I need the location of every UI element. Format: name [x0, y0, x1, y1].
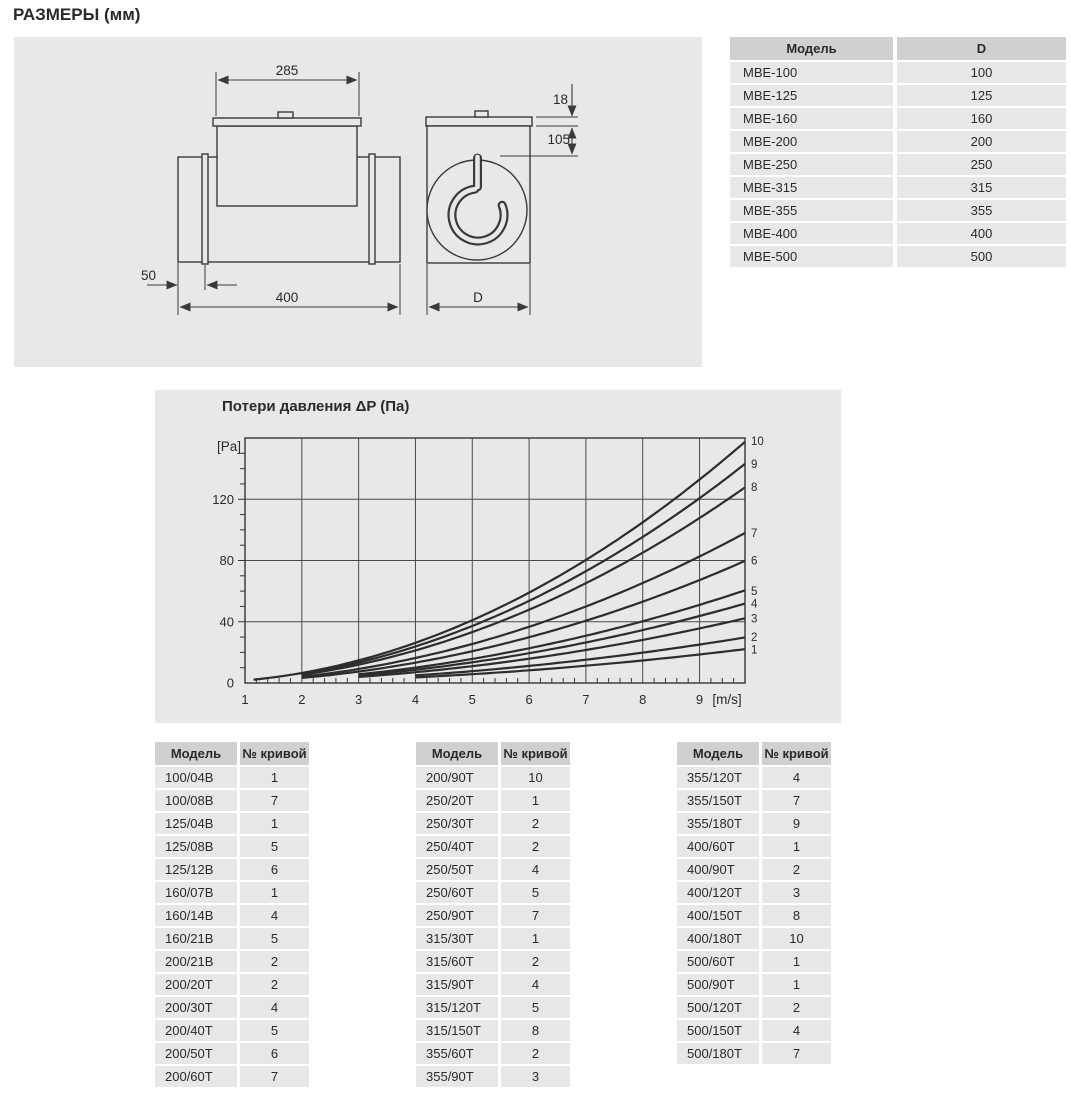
model-cell: 200/40T — [155, 1020, 237, 1041]
model-cell: 100/04B — [155, 767, 237, 788]
x-tick-label: 2 — [298, 692, 306, 707]
dim-length — [178, 264, 400, 315]
side-view — [178, 112, 400, 264]
table-row — [677, 951, 831, 972]
model-cell: 315/30T — [416, 928, 498, 949]
value-cell: 2 — [240, 951, 309, 972]
value-cell: 7 — [762, 1043, 831, 1064]
column-header: № кривой — [501, 742, 570, 765]
value-cell: 200 — [897, 131, 1066, 152]
table-header-row — [730, 37, 1066, 60]
table-row — [730, 246, 1066, 267]
table-row — [730, 177, 1066, 198]
dim-box-width — [216, 63, 359, 116]
value-cell: 2 — [240, 974, 309, 995]
table-row — [677, 767, 831, 788]
curve-number-label: 9 — [751, 459, 758, 472]
table-row — [155, 997, 309, 1018]
table-row — [730, 85, 1066, 106]
technical-drawing — [14, 37, 702, 367]
table-row — [155, 928, 309, 949]
value-cell: 7 — [240, 790, 309, 811]
curve-number-label: 4 — [751, 598, 758, 611]
front-view — [426, 111, 532, 263]
table-row — [416, 1043, 570, 1064]
value-cell: 10 — [501, 767, 570, 788]
value-cell: 5 — [501, 882, 570, 903]
table-row — [155, 859, 309, 880]
table-row — [730, 154, 1066, 175]
value-cell: 1 — [501, 790, 570, 811]
table-row — [155, 1020, 309, 1041]
dim-flange-offset — [141, 263, 237, 290]
value-cell: 8 — [501, 1020, 570, 1041]
model-cell: 355/150T — [677, 790, 759, 811]
model-cell: 160/14B — [155, 905, 237, 926]
value-cell: 100 — [897, 62, 1066, 83]
model-cell: 500/60T — [677, 951, 759, 972]
table-row — [730, 131, 1066, 152]
model-cell: 200/50T — [155, 1043, 237, 1064]
model-cell: 200/60T — [155, 1066, 237, 1087]
table-row — [155, 951, 309, 972]
table-row — [677, 997, 831, 1018]
dim-label-D: D — [473, 290, 483, 305]
table-row — [730, 200, 1066, 221]
table-header-row — [155, 742, 309, 765]
model-cell: 200/90T — [416, 767, 498, 788]
table-row — [416, 1066, 570, 1087]
table-row — [416, 928, 570, 949]
model-cell: MBE-400 — [730, 223, 893, 244]
table-row — [155, 882, 309, 903]
table-row — [677, 790, 831, 811]
dim-label-400: 400 — [275, 290, 299, 305]
value-cell: 4 — [240, 905, 309, 926]
column-header: Модель — [730, 37, 893, 60]
value-cell: 6 — [240, 859, 309, 880]
dim-label-18: 18 — [552, 92, 568, 107]
table-row — [677, 974, 831, 995]
value-cell: 250 — [897, 154, 1066, 175]
pressure-curve-4 — [359, 604, 745, 676]
y-tick-label: 40 — [219, 614, 234, 630]
x-tick-label: 5 — [468, 692, 476, 707]
value-cell: 1 — [762, 951, 831, 972]
value-cell: 2 — [501, 951, 570, 972]
model-cell: 400/180T — [677, 928, 759, 949]
table-row — [416, 813, 570, 834]
value-cell: 5 — [501, 997, 570, 1018]
dimension-table — [730, 37, 1066, 267]
model-cell: 315/150T — [416, 1020, 498, 1041]
table-row — [155, 974, 309, 995]
value-cell: 7 — [762, 790, 831, 811]
model-cell: 400/90T — [677, 859, 759, 880]
model-cell: 400/60T — [677, 836, 759, 857]
dim-label-285: 285 — [275, 63, 299, 78]
table-row — [416, 1020, 570, 1041]
table-row — [416, 790, 570, 811]
value-cell: 4 — [501, 974, 570, 995]
table-row — [677, 1020, 831, 1041]
pressure-loss-panel — [155, 390, 841, 723]
table-row — [416, 767, 570, 788]
column-header: № кривой — [240, 742, 309, 765]
model-cell: 315/90T — [416, 974, 498, 995]
y-axis-unit: [Pa] — [216, 439, 241, 454]
lid-nub — [278, 112, 293, 118]
column-header: Модель — [416, 742, 498, 765]
x-tick-label: 4 — [411, 692, 420, 707]
y-tick-label: 80 — [219, 553, 234, 568]
model-cell: 200/21B — [155, 951, 237, 972]
value-cell: 1 — [501, 928, 570, 949]
table-row — [677, 882, 831, 903]
value-cell: 315 — [897, 177, 1066, 198]
value-cell: 4 — [762, 1020, 831, 1041]
x-tick-label: 3 — [355, 692, 363, 707]
value-cell: 1 — [240, 767, 309, 788]
value-cell: 1 — [240, 882, 309, 903]
table-row — [677, 905, 831, 926]
table-row — [730, 62, 1066, 83]
dimensions-drawing-panel — [14, 37, 702, 367]
model-cell: 400/150T — [677, 905, 759, 926]
table-row — [155, 1066, 309, 1087]
table-row — [416, 836, 570, 857]
model-cell: 400/120T — [677, 882, 759, 903]
x-tick-label: 9 — [695, 692, 704, 707]
x-tick-label: 1 — [241, 692, 249, 707]
column-header: Модель — [677, 742, 759, 765]
dim-label-105: 105 — [547, 132, 570, 147]
model-cell: 500/120T — [677, 997, 759, 1018]
y-tick-label: 0 — [226, 675, 234, 691]
table-row — [416, 882, 570, 903]
value-cell: 7 — [240, 1066, 309, 1087]
x-tick-label: 7 — [582, 692, 590, 707]
table-row — [155, 1043, 309, 1064]
table-row — [677, 859, 831, 880]
value-cell: 4 — [762, 767, 831, 788]
model-cell: 200/20T — [155, 974, 237, 995]
dim-label-50: 50 — [140, 268, 156, 283]
model-cell: 500/180T — [677, 1043, 759, 1064]
model-cell: 100/08B — [155, 790, 237, 811]
value-cell: 4 — [501, 859, 570, 880]
model-cell: 355/90T — [416, 1066, 498, 1087]
value-cell: 4 — [240, 997, 309, 1018]
x-tick-label: 8 — [639, 692, 647, 707]
table-row — [416, 951, 570, 972]
table-row — [416, 859, 570, 880]
model-cell: MBE-125 — [730, 85, 893, 106]
table-row — [155, 790, 309, 811]
value-cell: 5 — [240, 928, 309, 949]
value-cell: 5 — [240, 1020, 309, 1041]
table-row — [155, 767, 309, 788]
value-cell: 6 — [240, 1043, 309, 1064]
flange-right — [369, 154, 375, 264]
model-cell: 250/90T — [416, 905, 498, 926]
front-lid-nub — [475, 111, 488, 117]
chart-title: Потери давления ΔP (Па) — [222, 398, 410, 415]
table-row — [677, 836, 831, 857]
value-cell: 1 — [240, 813, 309, 834]
model-cell: 125/08B — [155, 836, 237, 857]
column-header: Модель — [155, 742, 237, 765]
table-header-row — [677, 742, 831, 765]
box-lid — [213, 118, 361, 126]
model-cell: 160/07B — [155, 882, 237, 903]
value-cell: 2 — [501, 836, 570, 857]
value-cell: 125 — [897, 85, 1066, 106]
value-cell: 1 — [762, 836, 831, 857]
table-row — [730, 223, 1066, 244]
value-cell: 2 — [762, 859, 831, 880]
table-row — [155, 905, 309, 926]
value-cell: 355 — [897, 200, 1066, 221]
value-cell: 7 — [501, 905, 570, 926]
curve-number-label: 2 — [751, 632, 758, 645]
column-header: D — [897, 37, 1066, 60]
x-axis-unit: [m/s] — [712, 692, 742, 707]
curve-table-2 — [416, 742, 570, 1087]
model-cell: MBE-100 — [730, 62, 893, 83]
dim-diameter — [427, 264, 530, 315]
terminal-box — [217, 126, 357, 206]
table-row — [416, 974, 570, 995]
value-cell: 9 — [762, 813, 831, 834]
table-row — [155, 813, 309, 834]
table-row — [416, 997, 570, 1018]
table-row — [730, 108, 1066, 129]
value-cell: 3 — [762, 882, 831, 903]
table-row — [677, 928, 831, 949]
model-cell: 315/120T — [416, 997, 498, 1018]
page-title: РАЗМЕРЫ (мм) — [13, 5, 141, 24]
pressure-loss-chart — [155, 390, 841, 723]
value-cell: 400 — [897, 223, 1066, 244]
curve-table-1 — [155, 742, 309, 1087]
model-cell: MBE-160 — [730, 108, 893, 129]
value-cell: 10 — [762, 928, 831, 949]
curve-number-label: 10 — [751, 436, 764, 449]
model-cell: 355/180T — [677, 813, 759, 834]
value-cell: 5 — [240, 836, 309, 857]
table-row — [155, 836, 309, 857]
model-cell: 355/120T — [677, 767, 759, 788]
column-header: № кривой — [762, 742, 831, 765]
front-lid — [426, 117, 532, 126]
table-row — [677, 1043, 831, 1064]
model-cell: 250/30T — [416, 813, 498, 834]
curve-number-label: 3 — [751, 613, 758, 626]
model-cell: MBE-315 — [730, 177, 893, 198]
table-row — [416, 905, 570, 926]
x-tick-label: 6 — [525, 692, 533, 707]
model-cell: 250/50T — [416, 859, 498, 880]
table-header-row — [416, 742, 570, 765]
model-cell: MBE-355 — [730, 200, 893, 221]
model-cell: 315/60T — [416, 951, 498, 972]
value-cell: 2 — [762, 997, 831, 1018]
value-cell: 500 — [897, 246, 1066, 267]
model-cell: 250/20T — [416, 790, 498, 811]
curve-number-label: 1 — [751, 644, 758, 657]
curve-number-label: 5 — [751, 586, 758, 599]
value-cell: 3 — [501, 1066, 570, 1087]
model-cell: 500/90T — [677, 974, 759, 995]
curve-number-label: 6 — [751, 555, 758, 568]
curve-table-3 — [677, 742, 831, 1064]
model-cell: MBE-500 — [730, 246, 893, 267]
model-cell: MBE-250 — [730, 154, 893, 175]
flange-left — [202, 154, 208, 264]
model-cell: 250/40T — [416, 836, 498, 857]
value-cell: 1 — [762, 974, 831, 995]
value-cell: 2 — [501, 1043, 570, 1064]
curve-number-label: 7 — [751, 527, 758, 540]
model-cell: 160/21B — [155, 928, 237, 949]
model-cell: 355/60T — [416, 1043, 498, 1064]
model-cell: 125/12B — [155, 859, 237, 880]
table-row — [677, 813, 831, 834]
model-cell: 200/30T — [155, 997, 237, 1018]
curve-number-label: 8 — [751, 482, 758, 494]
model-cell: MBE-200 — [730, 131, 893, 152]
value-cell: 8 — [762, 905, 831, 926]
value-cell: 2 — [501, 813, 570, 834]
y-tick-label: 120 — [212, 491, 234, 507]
value-cell: 160 — [897, 108, 1066, 129]
model-cell: 250/60T — [416, 882, 498, 903]
model-cell: 500/150T — [677, 1020, 759, 1041]
model-cell: 125/04B — [155, 813, 237, 834]
